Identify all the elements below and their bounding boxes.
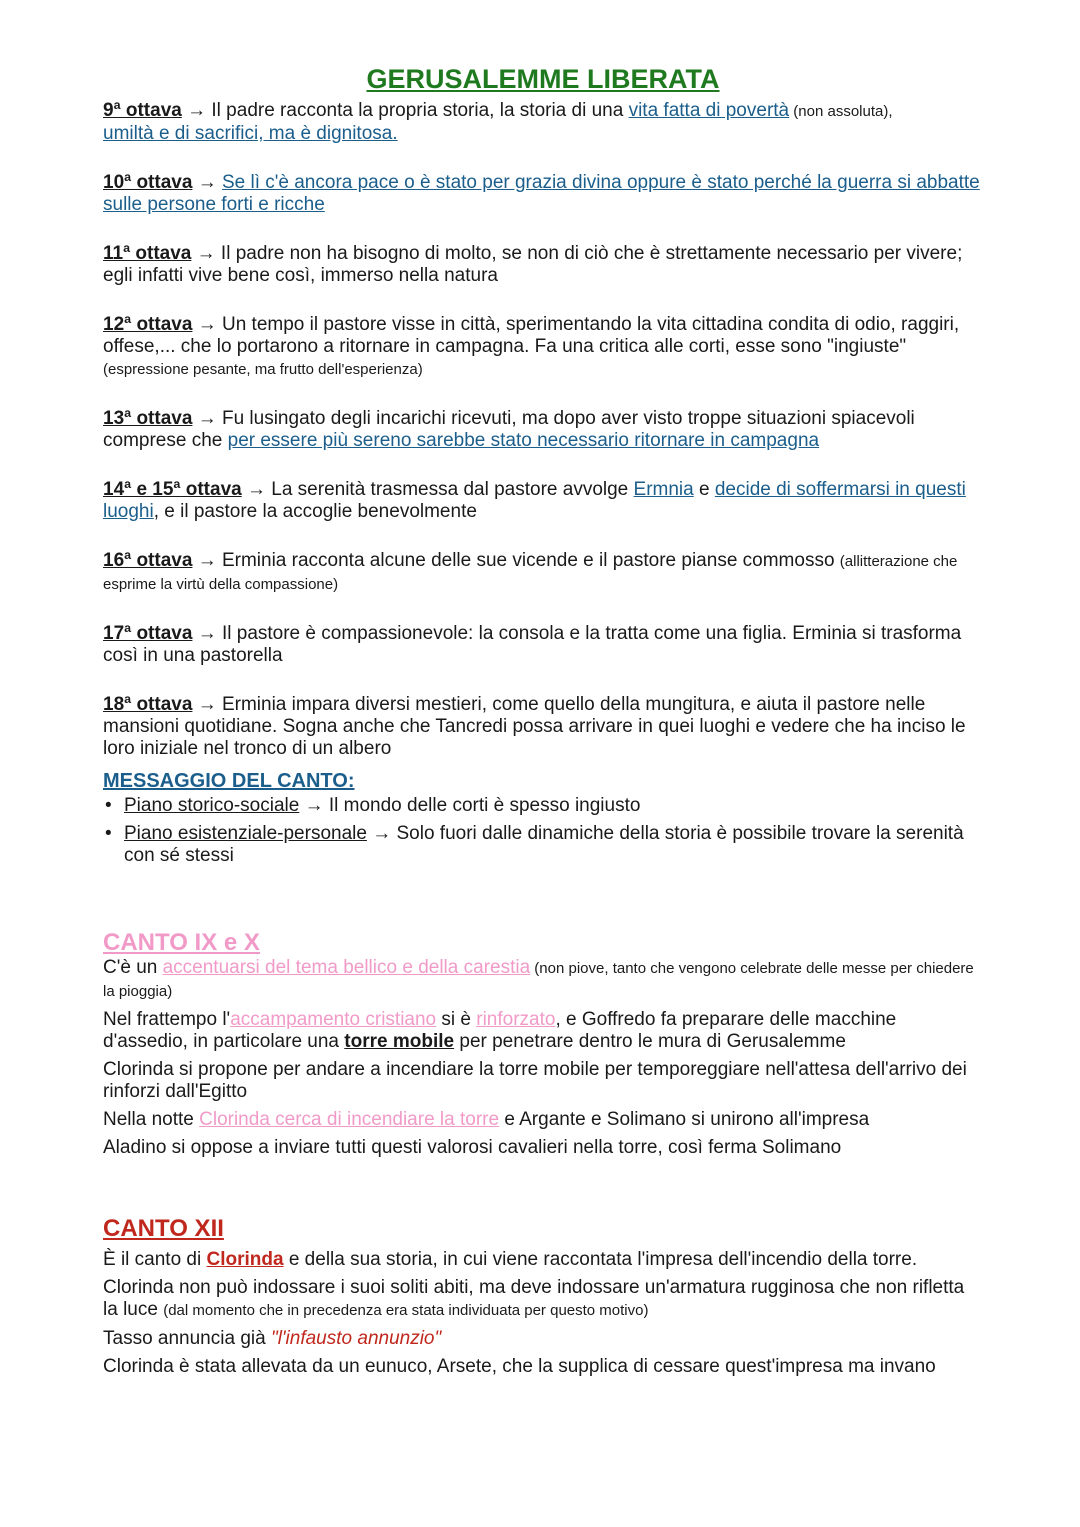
ottava-label: 10ª ottava (103, 172, 193, 193)
ottava-label: 18ª ottava (103, 694, 193, 715)
arrow-icon: → (187, 100, 207, 121)
highlight-link: per essere più sereno sarebbe stato necessario ritornare in campagna (227, 430, 820, 451)
ottava-14-15: 14ª e 15ª ottava → La serenità trasmessa dal pastore avvolge Ermnia e decide di soffermarsi in questi luoghi, e il pastore la accoglie benevolmente (103, 479, 966, 522)
arrow-icon: → (372, 823, 392, 844)
highlight-link: Se lì c'è ancora pace o è stato per grazia divina oppure è stato perché la guerra si abbatte sulle persone forti e ricche (103, 172, 980, 215)
highlight-link: decide di soffermarsi in questi luoghi (103, 479, 966, 522)
highlight-link: Ermnia (633, 479, 694, 500)
ottava-label: 14ª e 15ª ottava (103, 479, 242, 500)
ottava-17: 17ª ottava → Il pastore è compassionevole: la consola e la tratta come una figlia. Erminia si trasforma così in una pastorella (103, 623, 962, 666)
page-title: GERUSALEMME LIBERATA (366, 64, 720, 94)
ottava-13: 13ª ottava → Fu lusingato degli incarichi ricevuti, ma dopo aver visto troppe situazioni spiacevoli comprese che per essere più sereno sarebbe stato necessario ritornare in campagna (103, 408, 915, 451)
arrow-icon: → (304, 795, 324, 816)
arrow-icon: → (197, 314, 217, 335)
messaggio-list (103, 795, 983, 867)
canto-xii-paragraph: È il canto di Clorinda e della sua storia, in cui viene raccontata l'impresa dell'incendio della torre. (103, 1249, 918, 1270)
ottava-label: 11ª ottava (103, 243, 192, 264)
arrow-icon: → (197, 172, 217, 193)
ottava-label: 13ª ottava (103, 408, 193, 429)
arrow-icon: → (197, 694, 217, 715)
ottava-9: 9ª ottava → Il padre racconta la propria storia, la storia di una vita fatta di povertà (non assoluta), umiltà e di sacrifici, ma è dignitosa. (103, 100, 893, 144)
ottava-label: 9ª ottava (103, 100, 182, 121)
canto-ix-paragraph: Nel frattempo l'accampamento cristiano si è rinforzato, e Goffredo fa preparare delle macchine d'assedio, in particolare una torre mobile per penetrare dentro le mura di Gerusalemme (103, 1009, 897, 1052)
section-heading-messaggio: MESSAGGIO DEL CANTO: (103, 770, 355, 792)
ottava-10 (103, 172, 983, 216)
arrow-icon: → (197, 550, 217, 571)
list-item: • Piano storico-sociale → Il mondo delle corti è spesso ingiusto (105, 795, 641, 816)
highlight-link: umiltà e di sacrifici, ma è dignitosa. (103, 123, 398, 144)
ottava-18: 18ª ottava → Erminia impara diversi mestieri, come quello della mungitura, e aiuta il pastore nelle mansioni quotidiane. Sogna anche che Tancredi possa arrivare in quei luoghi e vedere che ha inciso le loro iniziale nel tronco di un albero (103, 694, 966, 759)
canto-ix-paragraph: Nella notte Clorinda cerca di incendiare la torre e Argante e Solimano si unirono all'impresa (103, 1109, 870, 1130)
section-heading-canto-xii: CANTO XII (103, 1215, 224, 1242)
ottava-11: 11ª ottava → Il padre non ha bisogno di molto, se non di ciò che è strettamente necessario per vivere; egli infatti vive bene così, immerso nella natura (103, 243, 963, 286)
section-heading-canto-ix-x: CANTO IX e X (103, 929, 260, 956)
arrow-icon: → (196, 243, 216, 264)
arrow-icon: → (197, 408, 217, 429)
ottava-label: 16ª ottava (103, 550, 193, 571)
ottava-12: 12ª ottava → Un tempo il pastore visse in città, sperimentando la vita cittadina condita di odio, raggiri, offese,... che lo portarono a ritornare in campagna. Fa una critica alle corti, esse sono "ingiuste" (espressione pesante, ma frutto dell'esperienza) (103, 314, 960, 378)
arrow-icon: → (246, 479, 266, 500)
canto-xii-paragraph: Tasso annuncia già "l'infausto annunzio" (103, 1328, 442, 1349)
arrow-icon: → (197, 623, 217, 644)
highlight-link: accentuarsi del tema bellico e della carestia (162, 957, 531, 978)
ottava-label: 17ª ottava (103, 623, 193, 644)
canto-ix-paragraph: C'è un accentuarsi del tema bellico e della carestia (non piove, tanto che vengono celebrate delle messe per chiedere la pioggia) (103, 957, 974, 1000)
canto-xii-paragraph: Clorinda non può indossare i suoi soliti abiti, ma deve indossare un'armatura rugginosa che non rifletta la luce (dal momento che in precedenza era stata individuata per questo motivo) (103, 1277, 965, 1320)
highlight-link: accampamento cristiano (230, 1009, 437, 1030)
highlight-link: Clorinda cerca di incendiare la torre (199, 1109, 500, 1130)
ottava-16: 16ª ottava → Erminia racconta alcune delle sue vicende e il pastore pianse commosso (allitterazione che esprime la virtù della compassione) (103, 550, 958, 593)
canto-ix-paragraph: Aladino si oppose a inviare tutti questi valorosi cavalieri nella torre, così ferma Solimano (103, 1137, 842, 1158)
canto-xii-paragraph: Clorinda è stata allevata da un eunuco, Arsete, che la supplica di cessare quest'impresa ma invano (103, 1356, 936, 1377)
list-item: • Piano esistenziale-personale → Solo fuori dalle dinamiche della storia è possibile trovare la serenità con sé stessi (105, 823, 964, 866)
highlight-link: rinforzato (476, 1009, 556, 1030)
bullet-icon: • (105, 823, 112, 844)
document-page (103, 62, 983, 1378)
bullet-icon: • (105, 795, 112, 816)
canto-ix-paragraph: Clorinda si propone per andare a incendiare la torre mobile per temporeggiare nell'attesa dell'arrivo dei rinforzi dall'Egitto (103, 1059, 967, 1102)
ottava-label: 12ª ottava (103, 314, 193, 335)
highlight-link: vita fatta di povertà (628, 100, 790, 121)
